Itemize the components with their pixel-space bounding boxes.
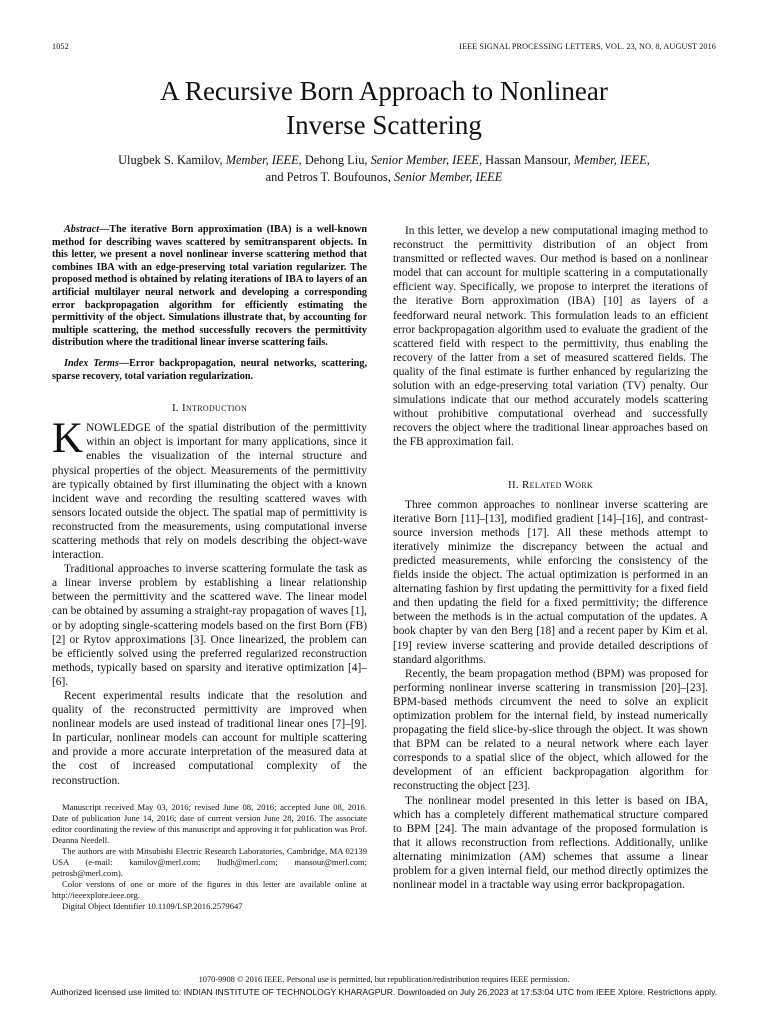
author-line-1 (50, 152, 718, 169)
page-number: 1052 (52, 42, 69, 51)
intro-paragraph-2: Traditional approaches to inverse scattering formulate the task as a linear inverse problem by establishing a linear relationship between the permittivity and the scattered wave. The linear model can be obtained by assuming a straight-ray propagation of waves [1], or by adopting single-scattering models based on the first Born (FB) [2] or Rytov approximations [3]. Once linearized, the problem can be efficiently solved using the preferred regularized reconstruction methods, typically based on sparsity and iterative optimization [4]–[6]. (52, 563, 367, 688)
page-header (52, 42, 716, 51)
abstract-text: —The iterative Born approximation (IBA) is a well-known method for describing waves scattered by semitransparent objects. In this letter, we present a novel nonlinear inverse scattering method that combines IBA with an edge-preserving total variation regularizer. The proposed method is obtained by relating iterations of IBA to layers of an artificial multilayer neural network and developing a corresponding error backpropagation algorithm for efficiently estimating the permittivity of the object. Simulations illustrate that, by accounting for multiple scattering, the method successfully recovers the permittivity distribution where the traditional linear inverse scattering fails. (52, 224, 367, 349)
author-role: Member, IEEE (225, 153, 299, 167)
footnote-doi: Digital Object Identifier 10.1109/LSP.2016.2579647 (62, 900, 243, 911)
journal-name: IEEE SIGNAL PROCESSING LETTERS, VOL. 23, NO. 8, AUGUST 2016 (459, 42, 716, 51)
author-name: and Petros T. Boufounos, (265, 170, 394, 184)
section-heading-introduction: I. Introduction (171, 402, 248, 415)
author-separator: , (646, 153, 650, 167)
section-heading-related-work: II. Related Work (507, 478, 593, 491)
author-role: Member, IEEE (573, 153, 647, 167)
left-column (52, 224, 367, 912)
related-paragraph-3: The nonlinear model presented in this letter is based on IBA, which has a completely different mathematical structure compared to BPM [24]. The main advantage of the proposed formulation is that it allows reconstruction from reflections. Additionally, unlike alternating minimization (AM) schemes that assume a linear problem for a given internal field, our method directly optimizes the nonlinear model in a tractable way using error backpropagation. (393, 794, 708, 892)
intro-paragraph-3: Recent experimental results indicate that the resolution and quality of the reconstructed permittivity are improved when nonlinear models are used instead of traditional linear ones [7]–[9]. In particular, nonlinear models can account for multiple scattering and provide a more accurate interpretation of the measured data at the cost of increased computational complexity of the reconstruction. (52, 690, 367, 787)
footnote-manuscript: Manuscript received May 03, 2016; revised June 08, 2016; accepted June 08, 2016. Date of publication June 14, 2016; date of current version June 28, 2016. The associate editor coordinating the review of this manuscript and approving it for publication was Prof. Deanna Needell. (52, 801, 367, 845)
drop-cap: K (52, 415, 84, 463)
right-column (393, 224, 708, 892)
author-name: , Dehong Liu, (298, 153, 371, 167)
abstract-lead: Abstract (64, 224, 100, 235)
title-line-1: A Recursive Born Approach to Nonlinear (160, 76, 608, 106)
index-terms-text: —Error backpropagation, neural networks, scattering, sparse recovery, total variation regularization. (52, 357, 367, 382)
author-role: Senior Member, IEEE (393, 170, 503, 184)
title-line-2: Inverse Scattering (286, 110, 482, 140)
index-terms (52, 358, 367, 383)
footnote-color: Color versions of one or more of the figures in this letter are available online at http://ieeexplore.ieee.org. (52, 878, 367, 900)
author-name: Ulugbek S. Kamilov, (118, 153, 226, 167)
author-name: , Hassan Mansour, (478, 153, 574, 167)
intro-continuation: In this letter, we develop a new computational imaging method to reconstruct the permittivity distribution of an object from transmitted or reflected waves. Our method is based on a nonlinear model that can account for multiple scattering in a computationally efficient way. Specifically, we propose to interpret the iterations of the iterative Born approximation (IBA) [10] as layers of a feedforward neural network. This formulation leads to an efficient error backpropagation algorithm used to evaluate the gradient of the scattered field with respect to the permittivity, thus enabling the recovery of the latter from a set of measured scattered fields. The quality of the final estimate is further enhanced by regularizing the solution with an edge-preserving total variation (TV) penalty. Our simulations indicate that our method accurately models scattering without prohibitive computational overhead and successfully recovers the object where the traditional linear approaches based on the FB approximation fail. (393, 225, 708, 449)
footnote-authors: The authors are with Mitsubishi Electric Research Laboratories, Cambridge, MA 02139 USA (e-mail: kamilov@merl.com; liudh@merl.com; mansour@merl.com; petrosb@merl.com). (52, 845, 367, 878)
abstract (52, 224, 367, 350)
copyright-notice: 1070-9908 © 2016 IEEE. Personal use is permitted, but republication/redistribution requires IEEE permission. (198, 975, 570, 984)
intro-paragraph-1 (52, 415, 367, 562)
paper-title (40, 74, 728, 142)
intro-paragraph-1-text: NOWLEDGE of the spatial distribution of the permittivity within an object is important for many applications, since it enables the visualization of the internal structure and physical properties of the object. Measurements of the permittivity are typically obtained by first illuminating the object with a known incident wave and recording the resulting scattered waves with sensors located outside the object. The spatial map of permittivity is reconstructed from the measurements, using computational inverse scattering methods that rely on models describing the object-wave interaction. (52, 422, 367, 562)
related-paragraph-1: Three common approaches to nonlinear inverse scattering are iterative Born [11]–[13], modified gradient [14]–[16], and contrast-source inversion methods [17]. All these methods attempt to iteratively minimize the discrepancy between the actual and predicted measurements, while enforcing the consistency of the fields inside the object. The actual optimization is performed in an alternating fashion by first updating the permittivity for a fixed field and then updating the field for a fixed permittivity; the difference between the methods is in the actual computation of the updates. A book chapter by van den Berg [18] and a recent paper by Kim et al. [19] review inverse scattering and provide detailed descriptions of standard algorithms. (393, 498, 708, 666)
author-list (50, 152, 718, 186)
related-paragraph-2: Recently, the beam propagation method (BPM) was proposed for performing nonlinear inverse scattering in transmission [20]–[23]. BPM-based methods circumvent the need to solve an explicit optimization problem for the internal field, by instead numerically propagating the field slice-by-slice through the object. It was shown that BPM can be related to a neural network where each layer corresponds to a spatial slice of the object, which allowed for the development of an efficient backpropagation algorithm for reconstructing the object [23]. (393, 667, 708, 793)
author-role: Senior Member, IEEE (370, 153, 479, 167)
author-line-2 (50, 169, 718, 186)
index-terms-lead: Index Terms (64, 357, 119, 369)
authorized-use-notice: Authorized licensed use limited to: INDIAN INSTITUTE OF TECHNOLOGY KHARAGPUR. Downloaded on July 26,2023 at 17:53:04 UTC from IEEE Xplore. Restrictions apply. (50, 987, 718, 997)
footnotes (52, 802, 367, 912)
